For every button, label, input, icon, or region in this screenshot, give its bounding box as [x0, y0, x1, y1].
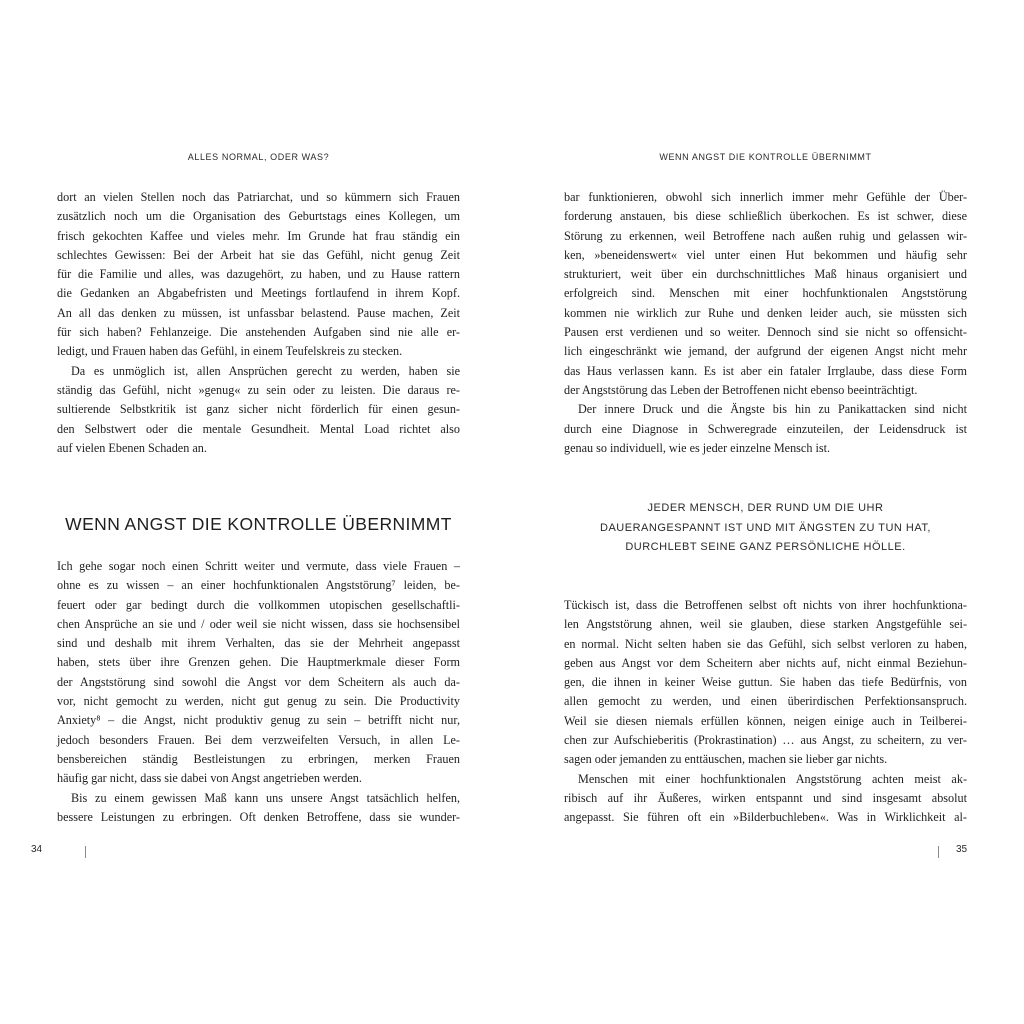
- text-line: der Angststörung sind sowohl die Angst vor dem Scheitern als auch da-: [57, 674, 460, 689]
- pull-quote-line: DAUERANGESPANNT IST UND MIT ÄNGSTEN ZU TUN HAT,: [600, 521, 931, 534]
- text-line: gen, die ihnen in keiner Weise guttun. Sie haben das tiefe Bedürfnis, von: [564, 675, 967, 690]
- text-line: vor, nicht gemocht zu werden, nicht gut genug zu sein. Die Productivity: [57, 694, 460, 709]
- text-line: Bis zu einem gewissen Maß kann uns unsere Angst tatsächlich helfen,: [71, 790, 460, 805]
- text-line: das Haus verlassen kann. Es ist aber ein fataler Irrglaube, dass diese Form: [564, 363, 967, 378]
- right-page: [564, 0, 967, 1024]
- paragraph: [564, 596, 967, 770]
- text-line: lich eingeschränkt wie jemand, der aufgrund der eigenen Angst nicht mehr: [564, 344, 967, 359]
- text-line: auf vielen Ebenen Schaden an.: [57, 440, 207, 455]
- page-number-left: 34: [31, 844, 43, 855]
- text-line: chen Ansprüche an sie und / oder weil sie nicht wissen, dass sie hochsensibel: [57, 616, 460, 631]
- left-text-block-2: [57, 557, 460, 827]
- text-line: An all das denken zu müssen, ist unfassbar belastend. Pause machen, Zeit: [57, 305, 460, 320]
- text-line: strukturiert, weit über ein durchschnittliches Maß hinaus organisiert und: [564, 267, 967, 282]
- left-page: [31, 0, 460, 1024]
- running-head-right: WENN ANGST DIE KONTROLLE ÜBERNIMMT: [659, 152, 872, 162]
- paragraph: [57, 362, 460, 458]
- text-line: chen zur Aufschieberitis (Prokrastination) … aus Angst, zu scheitern, zu ver-: [564, 733, 967, 748]
- text-line: erfolgreich sind. Menschen mit einer hochfunktionalen Angststörung: [564, 286, 967, 301]
- text-line: Da es unmöglich ist, allen Ansprüchen gerecht zu werden, haben sie: [71, 363, 460, 378]
- folio-divider-right: [938, 846, 939, 858]
- right-text-block-2: [564, 596, 967, 828]
- text-line: die Gedanken an Abgabefristen und Meetings fortlaufend in ihrem Kopf.: [57, 286, 460, 301]
- text-line: angepasst. Sie führen oft ein »Bilderbuchleben«. Was in Wirklichkeit al-: [564, 810, 967, 825]
- text-line: geben aus Angst vor dem Scheitern aber nichts auf, nicht einmal Beziehun-: [564, 655, 967, 670]
- text-line: frisch gekochten Kaffee und vieles mehr. Im Grunde hat frau ständig ein: [57, 228, 460, 243]
- text-line: bessere Leistungen zu erbringen. Oft denken Betroffene, dass sie wunder-: [57, 809, 460, 824]
- pull-quote-line: JEDER MENSCH, DER RUND UM DIE UHR: [647, 502, 884, 514]
- running-head-left: ALLES NORMAL, ODER WAS?: [187, 152, 330, 162]
- text-line: häufig gar nicht, dass sie dabei von Angst angetrieben werden.: [57, 771, 362, 786]
- folio-divider-left: [85, 846, 86, 858]
- paragraph: [564, 770, 967, 828]
- text-line: bensbereichen ständig Bestleistungen zu erbringen, merken Frauen: [57, 751, 460, 766]
- text-line: genau so individuell, wie es jeder einzelne Mensch ist.: [564, 440, 831, 455]
- text-line: schlechtes Gewissen: Bei der Arbeit hat sie das Gefühl, nicht genug Zeit: [57, 247, 460, 262]
- text-line: für die Familie und alles, was dazugehört, zu haben, und zu Hause rattern: [57, 267, 460, 282]
- text-line: für sich haben? Fehlanzeige. Die anstehenden Aufgaben sind nie alle er-: [57, 325, 460, 340]
- text-line: sagen oder jemanden zu enttäuschen, machen sie lieber gar nichts.: [564, 752, 888, 767]
- text-line: Anxiety⁸ – die Angst, nicht produktiv genug zu sein – betrifft nicht nur,: [57, 713, 460, 728]
- text-line: den Selbstwert oder die mentale Gesundheit. Mental Load richtet also: [57, 421, 460, 436]
- paragraph: [57, 789, 460, 828]
- text-line: forderung anstauen, bis diese schließlich überkochen. Es ist schwer, diese: [564, 209, 967, 224]
- text-line: Tückisch ist, dass die Betroffenen selbst oft nichts von ihrer hochfunktiona-: [564, 598, 967, 612]
- text-line: der Angststörung das Leben der Betroffenen nicht ebenso beeinträchtigt.: [564, 382, 918, 397]
- text-line: en normal. Nicht selten haben sie das Gefühl, sich selbst verloren zu haben,: [564, 636, 967, 651]
- text-line: sind und deshalb mit ihrem Verhalten, das sie der Mehrheit angepasst: [57, 636, 460, 651]
- text-line: ledigt, und Frauen haben das Gefühl, in einem Teufelskreis zu stecken.: [57, 344, 403, 359]
- text-line: feuert oder gar bedingt durch die vollkommen utopischen gesellschaftli-: [57, 597, 460, 612]
- text-line: Pausen erst verdienen und so weiter. Dennoch sind sie nicht so offensicht-: [564, 325, 967, 340]
- text-line: Der innere Druck und die Ängste bis hin zu Panikattacken sind nicht: [578, 402, 967, 417]
- text-line: sultierende Selbstkritik ist ganz sicher nicht förderlich für einen gesun-: [57, 402, 460, 417]
- text-line: haben, stets über ihre Grenzen gehen. Die Hauptmerkmale dieser Form: [57, 655, 460, 670]
- left-text-block-1: [57, 188, 460, 458]
- section-heading: WENN ANGST DIE KONTROLLE ÜBERNIMMT: [65, 514, 452, 534]
- text-line: bar funktionieren, obwohl sich innerlich immer mehr Gefühle der Über-: [564, 190, 967, 204]
- text-line: Störung zu erkennen, weil Betroffene nach außen ruhig und gelassen wir-: [564, 228, 967, 243]
- text-line: Menschen mit einer hochfunktionalen Angststörung achten meist ak-: [578, 771, 967, 786]
- text-line: ohne es zu wissen – an einer hochfunktionalen Angststörung⁷ leiden, be-: [57, 578, 460, 593]
- text-line: zusätzlich noch um die Organisation des Geburtstags eines Kollegen, um: [57, 209, 460, 224]
- text-line: ribisch auf ihr Äußeres, wirken entspannt und sind insgesamt absolut: [564, 790, 967, 805]
- text-line: ständig das Gefühl, nicht »genug« zu sein oder zu leisten. Die daraus re-: [57, 382, 460, 397]
- paragraph: [57, 557, 460, 789]
- text-line: kommen nie wirklich zur Ruhe und denken leider auch, sie müssten sich: [564, 305, 967, 320]
- paragraph: [564, 188, 967, 400]
- text-line: durch eine Diagnose in Schweregrade einzuteilen, der Leidensdruck ist: [564, 421, 967, 436]
- text-line: len Angststörung ahnen, weil sie glauben, diese starken Angstgefühle sei-: [564, 617, 967, 632]
- text-line: jedoch besonders Frauen. Bei dem verzweifelten Versuch, in allen Le-: [57, 732, 460, 747]
- text-line: dort an vielen Stellen noch das Patriarchat, und so kümmern sich Frauen: [57, 190, 460, 204]
- right-text-block-1: [564, 188, 967, 458]
- text-line: allen gemocht zu werden, und einen überirdischen Perfektionsanspruch.: [564, 694, 967, 709]
- paragraph: [57, 188, 460, 362]
- text-line: Ich gehe sogar noch einen Schritt weiter und vermute, dass viele Frauen –: [57, 559, 460, 573]
- text-line: ken, »beneidenswert« viel unter einen Hut bekommen und häufig sehr: [564, 247, 967, 262]
- pull-quote: [564, 499, 967, 558]
- text-line: Weil sie diesen niemals erfüllen können, neigen einige auch in Teilberei-: [564, 713, 967, 728]
- pull-quote-line: DURCHLEBT SEINE GANZ PERSÖNLICHE HÖLLE.: [625, 541, 906, 554]
- page-number-right: 35: [956, 844, 968, 855]
- paragraph: [564, 400, 967, 458]
